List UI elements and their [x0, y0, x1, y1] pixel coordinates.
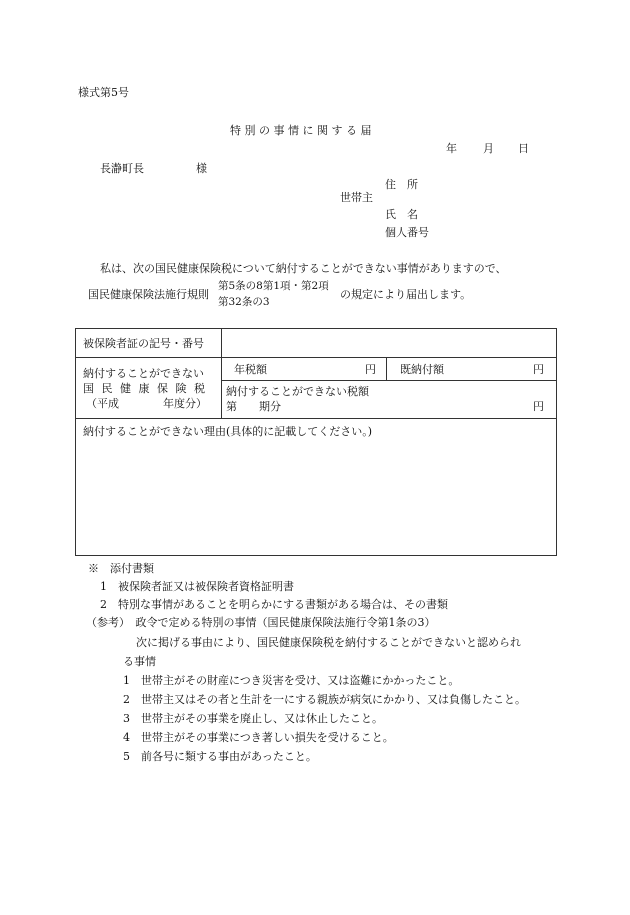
date-year: 年: [446, 142, 457, 155]
insured-card-label: 被保険者証の記号・番号: [83, 337, 204, 350]
statement-suffix: の規定により届出します。: [340, 288, 472, 301]
term-label: 第 期分: [226, 400, 281, 413]
statement-line1: 私は、次の国民健康保険税について納付することができない事情がありますので、: [100, 262, 507, 275]
page-title: 特 別 の 事 情 に 関 す る 届: [230, 124, 372, 137]
date-month: 月: [483, 142, 494, 155]
name-label: 氏 名: [385, 208, 418, 221]
attachment-item: 1 被保険者証又は被保険者資格証明書: [100, 580, 294, 593]
reason-textarea[interactable]: [77, 441, 555, 553]
address-label: 住 所: [385, 178, 418, 191]
addressee-honorific: 様: [196, 162, 207, 175]
attachment-item: 2 特別な事情があることを明らかにする書類がある場合は、その書類: [100, 598, 448, 611]
law-article2: 第32条の3: [218, 296, 270, 308]
unpayable-tax-label-line2: 国 民 健 康 保 険 税: [83, 382, 207, 395]
reference-item: 5 前各号に類する事由があったこと。: [123, 750, 317, 763]
householder-label: 世帯主: [340, 191, 373, 204]
unpayable-tax-label-line1: 納付することができない: [83, 367, 204, 380]
table-rule-v2: [386, 357, 387, 380]
reason-label: 納付することができない理由(具体的に記載してください。): [83, 425, 373, 438]
reference-item: 3 世帯主がその事業を廃止し、又は休止したこと。: [123, 712, 383, 725]
application-table: [75, 328, 557, 556]
unpayable-amount-label: 納付することができない税額: [226, 385, 369, 398]
form-number: 様式第5号: [78, 86, 129, 99]
law-name: 国民健康保険法施行規則: [88, 288, 209, 301]
reference-heading: （参考） 政令で定める特別の事情（国民健康保険法施行令第1条の3）: [86, 616, 436, 629]
paid-amount-input[interactable]: [451, 358, 529, 380]
insured-card-input[interactable]: [222, 329, 556, 357]
reference-intro-line2: る事情: [123, 655, 156, 668]
annual-tax-label: 年税額: [234, 363, 267, 376]
unpayable-amount-input[interactable]: [306, 395, 526, 417]
addressee-name: 長瀞町長: [100, 162, 144, 175]
reference-item: 4 世帯主がその事業につき著しい損失を受けること。: [123, 731, 394, 744]
unpayable-amount-yen: 円: [533, 400, 544, 413]
personal-id-label: 個人番号: [385, 226, 429, 239]
attachments-heading: ※ 添付書類: [88, 562, 154, 575]
law-article1: 第5条の8第1項・第2項: [218, 280, 329, 292]
annual-tax-input[interactable]: [276, 358, 361, 380]
table-rule-3: [76, 418, 556, 419]
annual-tax-yen: 円: [365, 363, 376, 376]
paid-amount-label: 既納付額: [400, 363, 444, 376]
date-day: 日: [518, 142, 529, 155]
reference-item: 1 世帯主がその財産につき災害を受け、又は盗難にかかったこと。: [123, 674, 460, 687]
unpayable-tax-label-line3: （平成 年度分）: [86, 397, 207, 410]
reference-item: 2 世帯主又はその者と生計を一にする親族が病気にかかり、又は負傷したこと。: [123, 693, 526, 706]
table-rule-2: [221, 380, 556, 381]
paid-amount-yen: 円: [533, 363, 544, 376]
reference-intro-line1: 次に掲げる事由により、国民健康保険税を納付することができないと認められ: [136, 636, 521, 649]
